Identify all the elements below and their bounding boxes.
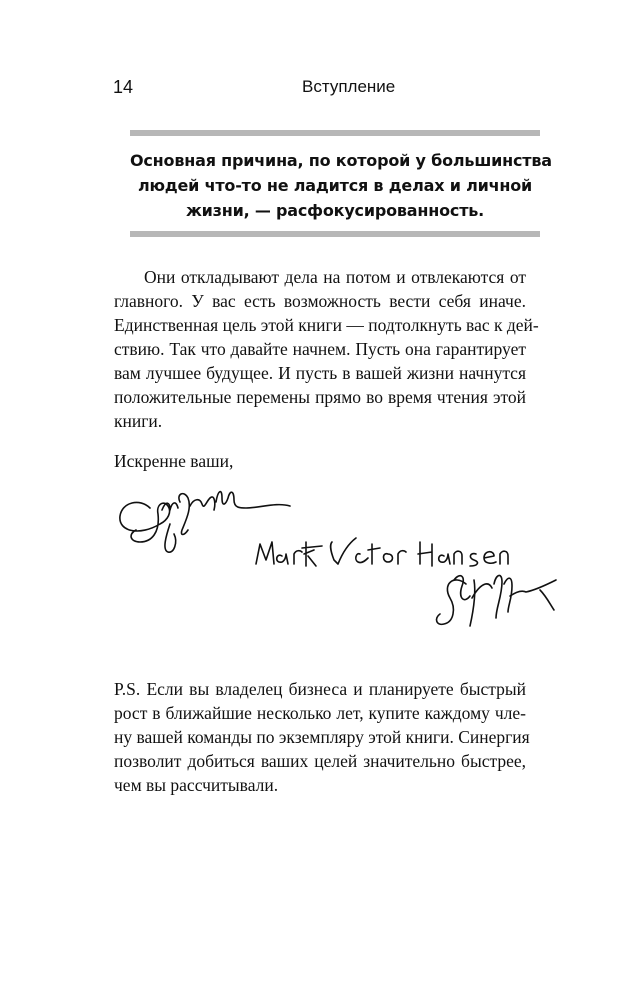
callout-line: людей что-то не ладится в делах и личной: [137, 176, 533, 195]
paragraph-line: вам лучшее будущее. И пусть в вашей жизни начнутся: [114, 363, 526, 383]
callout-bottom-rule: [130, 231, 540, 237]
callout-line: жизни, — расфокусированность.: [185, 201, 485, 220]
signature-image: [110, 480, 570, 640]
running-header-title: Вступление: [302, 77, 396, 96]
postscript-line: позволит добиться ваших целей значительно быстрее,: [114, 751, 526, 771]
signature-second: [256, 538, 508, 566]
signature-first: [120, 492, 290, 553]
closing-salutation: Искренне ваши,: [114, 451, 234, 471]
postscript-line: чем вы рассчитывали.: [114, 775, 279, 795]
paragraph-line: книги.: [114, 411, 163, 431]
paragraph-line: Они откладывают дела на потом и отвлекаются от: [144, 267, 526, 287]
callout-line: Основная причина, по которой у большинства: [130, 151, 552, 170]
page-number: 14: [113, 77, 134, 97]
callout-quote: [130, 148, 552, 223]
postscript-line: ну вашей команды по экземпляру этой книги. Синергия: [114, 727, 530, 747]
body-paragraph: [114, 265, 539, 433]
signature-third: [437, 575, 556, 626]
paragraph-line: Единственная цель этой книги — подтолкнуть вас к дей-: [114, 315, 539, 335]
postscript-line: рост в ближайшие несколько лет, купите каждому чле-: [114, 703, 526, 723]
paragraph-line: главного. У вас есть возможность вести себя иначе.: [114, 291, 526, 311]
callout-top-rule: [130, 130, 540, 136]
paragraph-line: положительные перемены прямо во время чтения этой: [114, 387, 526, 407]
paragraph-line: ствию. Так что давайте начнем. Пусть она гарантирует: [114, 339, 526, 359]
postscript-paragraph: [114, 677, 530, 797]
postscript-line: P.S. Если вы владелец бизнеса и планируете быстрый: [114, 679, 526, 699]
signatures-block: [110, 480, 570, 640]
